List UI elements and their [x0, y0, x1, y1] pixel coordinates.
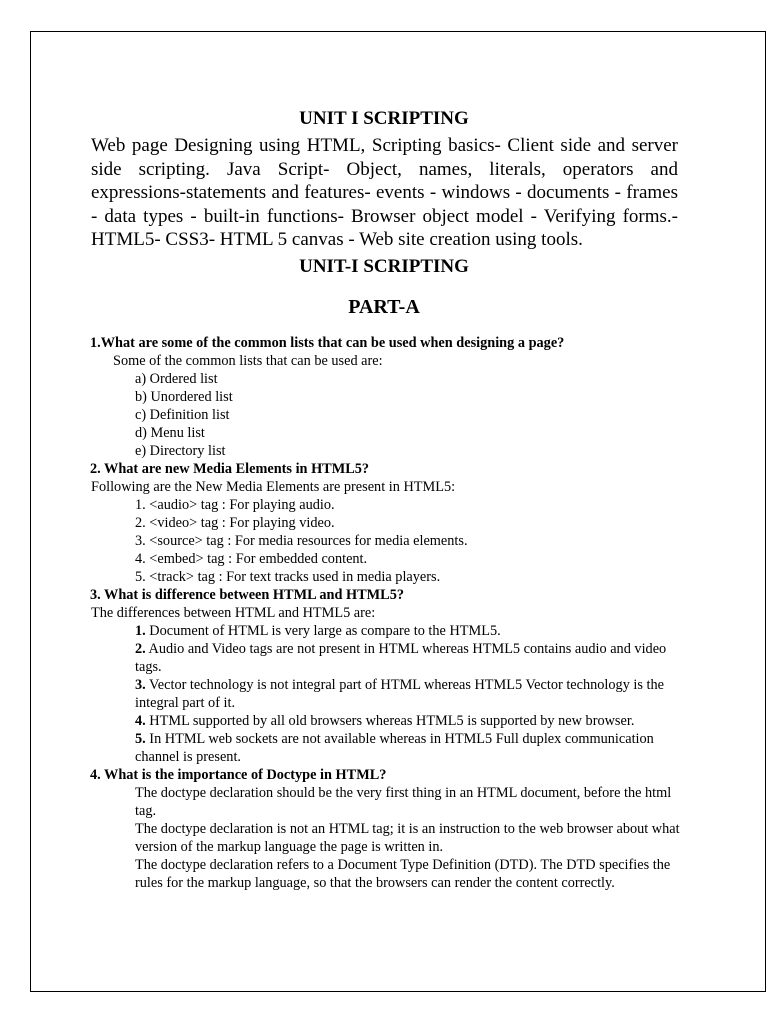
point-number: 5. [135, 731, 146, 747]
list-item: b) Unordered list [135, 389, 233, 405]
difference-point [0, 640, 680, 676]
question-2: 2. What are new Media Elements in HTML5? [90, 461, 370, 477]
answer-paragraph: The doctype declaration should be the very first thing in an HTML document, before the html tag. [135, 785, 672, 819]
question-list [0, 334, 768, 892]
question-2-intro: Following are the New Media Elements are present in HTML5: [91, 479, 456, 495]
list-item: 2. <video> tag : For playing video. [135, 515, 335, 531]
list-item: c) Definition list [135, 407, 230, 423]
list-item: d) Menu list [135, 425, 205, 441]
list-item: 4. <embed> tag : For embedded content. [135, 551, 368, 567]
list-item: e) Directory list [135, 443, 226, 459]
question-3-intro: The differences between HTML and HTML5 are: [91, 605, 376, 621]
question-1: 1.What are some of the common lists that can be used when designing a page? [90, 335, 565, 351]
difference-point [0, 712, 680, 730]
point-text: In HTML web sockets are not available whereas in HTML5 Full duplex communication channel is present. [135, 731, 654, 765]
point-number: 2. [135, 641, 146, 657]
unit-heading: UNIT-I SCRIPTING [299, 256, 469, 277]
point-number: 3. [135, 677, 146, 693]
point-text: HTML supported by all old browsers whereas HTML5 is supported by new browser. [145, 713, 635, 729]
part-heading: PART-A [348, 296, 420, 318]
question-4: 4. What is the importance of Doctype in HTML? [90, 767, 387, 783]
point-text: Document of HTML is very large as compare to the HTML5. [145, 623, 501, 639]
syllabus-text: Web page Designing using HTML, Scripting basics- Client side and server side scripting. Java Script- Object, names, literals, operators and expressions-statements and features- events - windows - documents - frames - data types - built-in functions- Browser object model - Verifying forms.-HTML5- CSS3- HTML 5 canvas - Web site creation using tools. [91, 135, 678, 250]
answer-paragraph: The doctype declaration is not an HTML tag; it is an instruction to the web browser about what version of the markup language the page is written in. [135, 821, 680, 855]
point-number: 4. [135, 713, 146, 729]
point-text: Audio and Video tags are not present in HTML whereas HTML5 contains audio and video tags. [135, 641, 667, 675]
list-item: 1. <audio> tag : For playing audio. [135, 497, 335, 513]
question-1-intro: Some of the common lists that can be used are: [113, 353, 383, 369]
answer-paragraph: The doctype declaration refers to a Document Type Definition (DTD). The DTD specifies the rules for the markup language, so that the browsers can render the content correctly. [135, 857, 671, 891]
list-item: 3. <source> tag : For media resources for media elements. [135, 533, 468, 549]
difference-point [0, 730, 680, 766]
list-item: a) Ordered list [135, 371, 218, 387]
list-item: 5. <track> tag : For text tracks used in media players. [135, 569, 441, 585]
difference-point [0, 676, 680, 712]
difference-point [0, 622, 680, 640]
point-number: 1. [135, 623, 146, 639]
question-3: 3. What is difference between HTML and HTML5? [90, 587, 405, 603]
point-text: Vector technology is not integral part of HTML whereas HTML5 Vector technology is the integral part of it. [135, 677, 665, 711]
syllabus-title: UNIT I SCRIPTING [299, 108, 469, 129]
